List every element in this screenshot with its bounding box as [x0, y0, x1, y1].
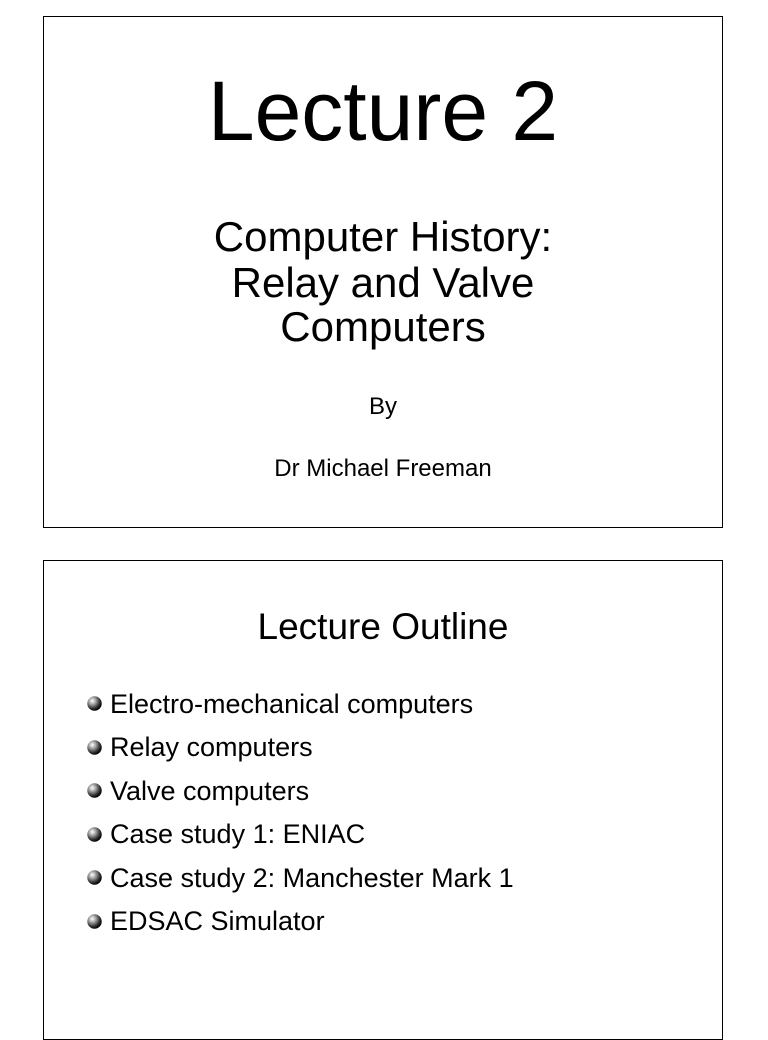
- subtitle-line-1: Computer History:: [213, 213, 553, 260]
- outline-title: Lecture Outline: [257, 606, 509, 647]
- subtitle-line-3: Computers: [280, 303, 486, 350]
- title-slide: [43, 16, 723, 528]
- list-item-label: Valve computers: [110, 775, 310, 806]
- sphere-bullet-icon: [86, 782, 103, 799]
- lecture-subtitle: [44, 213, 722, 349]
- list-item-label: Relay computers: [110, 732, 313, 763]
- lecture-title: Lecture 2: [207, 64, 559, 158]
- outline-list: [86, 682, 514, 943]
- sphere-bullet-icon: [86, 695, 103, 712]
- list-item-label: Case study 1: ENIAC: [110, 819, 366, 850]
- by-label: By: [368, 393, 397, 420]
- list-item-label: EDSAC Simulator: [110, 906, 325, 937]
- list-item: [86, 900, 514, 944]
- outline-slide: [43, 560, 723, 1040]
- list-item: [86, 856, 514, 900]
- list-item-label: Case study 2: Manchester Mark 1: [110, 862, 514, 893]
- list-item: [86, 769, 514, 813]
- list-item: [86, 682, 514, 726]
- sphere-bullet-icon: [86, 869, 103, 886]
- list-item-label: Electro-mechanical computers: [110, 688, 474, 719]
- subtitle-line-2: Relay and Valve: [231, 259, 535, 306]
- sphere-bullet-icon: [86, 913, 103, 930]
- sphere-bullet-icon: [86, 826, 103, 843]
- author-name: Dr Michael Freeman: [274, 455, 492, 482]
- list-item: [86, 813, 514, 857]
- sphere-bullet-icon: [86, 739, 103, 756]
- list-item: [86, 726, 514, 770]
